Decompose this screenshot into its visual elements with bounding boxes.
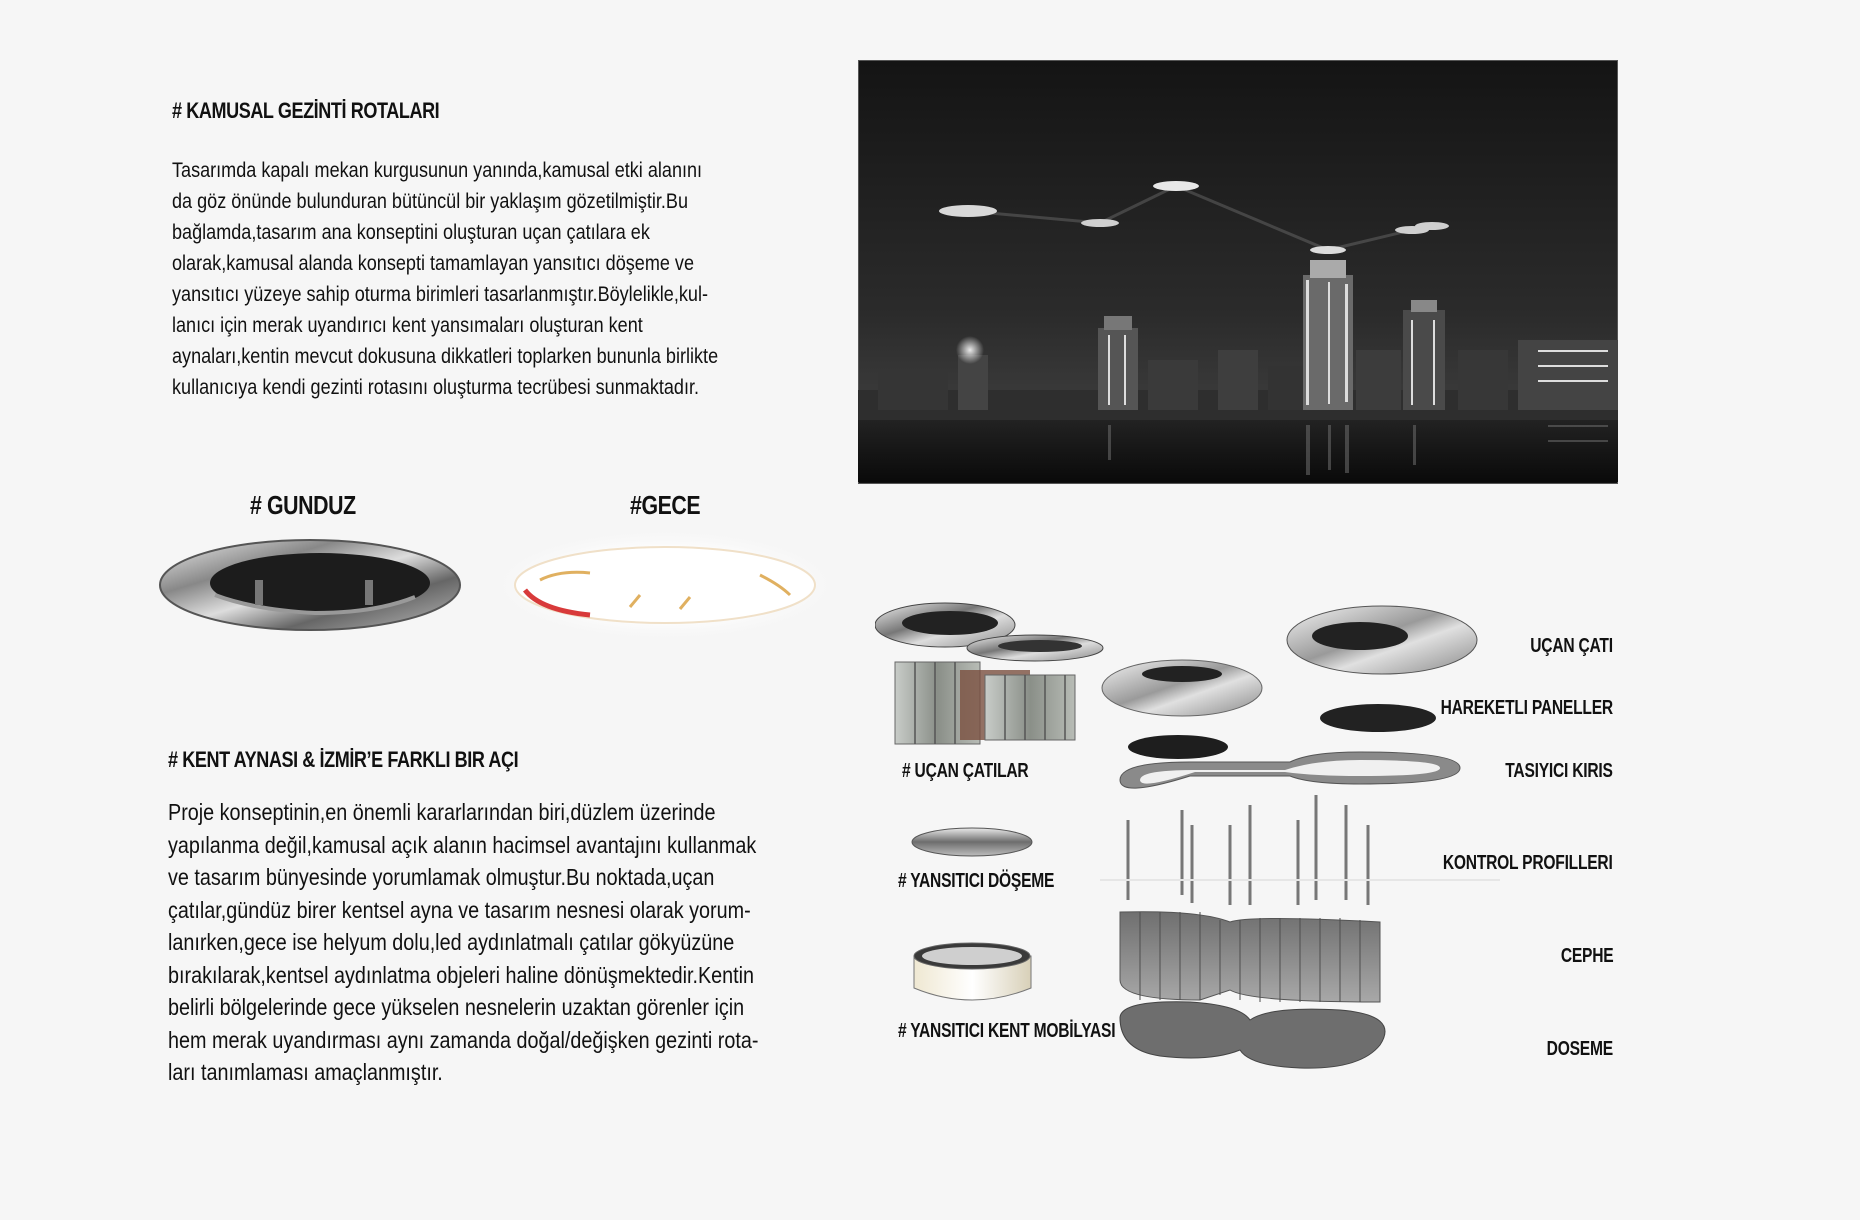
- paragraph-line: lanıcı için merak uyandırıcı kent yansımaları oluşturan kent: [172, 314, 643, 337]
- night-city-photo: [858, 60, 1618, 484]
- paragraph-line: belirli bölgelerinde gece yükselen nesnelerin uzaktan görenler için: [168, 994, 745, 1020]
- night-roof-render: [480, 525, 850, 645]
- paragraph-line: bırakılarak,kentsel aydınlatma objeleri haline dönüşmektedir.Kentin: [168, 961, 755, 988]
- reflective-floor-render: [910, 825, 1035, 860]
- paragraph-line: kullanıcıya kendi gezinti rotasını oluşturma tecrübesi sunmaktadır.: [172, 376, 700, 399]
- paragraph-line: lanırken,gece ise helyum dolu,led aydınlatmalı çatılar gökyüzüne: [168, 929, 735, 955]
- control-profiles-label: KONTROL PROFILLERI: [1443, 852, 1613, 874]
- paragraph-line: çatılar,gündüz birer kentsel ayna ve tasarım nesnesi olarak yorum-: [168, 896, 751, 923]
- paragraph-line: Tasarımda kapalı mekan kurgusunun yanında,kamusal etki alanını: [172, 159, 703, 182]
- flying-roofs-label: # UÇAN ÇATILAR: [902, 760, 1029, 782]
- paragraph-line: ve tasarım bünyesinde yorumlamak olmuştur.Bu noktada,uçan: [168, 864, 715, 890]
- exploded-axonometric-diagram: [1100, 600, 1500, 1080]
- paragraph-line: ları tanımlaması amaçlanmıştır.: [168, 1059, 443, 1085]
- flying-roofs-render: [875, 600, 1115, 750]
- section2-paragraph: [168, 796, 758, 1089]
- paragraph-line: bağlamda,tasarım ana konseptini oluşturan uçan çatılara ek: [172, 221, 650, 244]
- section1-heading: # KAMUSAL GEZİNTİ ROTALARI: [172, 98, 440, 123]
- day-label: # GUNDUZ: [250, 490, 356, 520]
- day-roof-render: [155, 535, 465, 635]
- facade-label: CEPHE: [1560, 945, 1613, 967]
- facade-layer: [1120, 912, 1380, 1002]
- floor-layer: [1120, 1002, 1385, 1068]
- reflective-furniture-label: # YANSITICI KENT MOBİLYASI: [898, 1020, 1116, 1042]
- paragraph-line: olarak,kamusal alanda konsepti tamamlayan yansıtıcı döşeme ve: [172, 252, 695, 275]
- carrier-beam-label: TASIYICI KIRIS: [1505, 760, 1613, 782]
- paragraph-line: aynaları,kentin mevcut dokusuna dikkatleri toplarken bununla birlikte: [172, 345, 719, 368]
- reflective-furniture-render: [910, 940, 1035, 1005]
- flying-roof-label: UÇAN ÇATI: [1530, 635, 1613, 657]
- paragraph-line: yapılanma değil,kamusal açık alanın hacimsel avantajını kullanmak: [168, 831, 757, 858]
- floor-label: DOSEME: [1546, 1038, 1613, 1060]
- paragraph-line: Proje konseptinin,en önemli kararlarından biri,düzlem üzerinde: [168, 799, 716, 825]
- section2-heading: # KENT AYNASI & İZMİR’E FARKLI BIR AÇI: [168, 747, 519, 772]
- flying-roof-layer: [1102, 606, 1477, 716]
- paragraph-line: hem merak uyandırması aynı zamanda doğal/değişken gezinti rota-: [168, 1026, 759, 1053]
- paragraph-line: da göz önünde bulunduran bütüncül bir yaklaşım gözetilmiştir.Bu: [172, 190, 689, 213]
- night-label: #GECE: [630, 490, 701, 520]
- moving-panels-label: HAREKETLI PANELLER: [1440, 697, 1613, 719]
- reflective-floor-label: # YANSITICI DÖŞEME: [898, 870, 1055, 892]
- paragraph-line: yansıtıcı yüzeye sahip oturma birimleri tasarlanmıştır.Böylelikle,kul-: [172, 283, 708, 306]
- control-profiles-layer: [1100, 795, 1500, 905]
- section1-paragraph: [172, 155, 718, 403]
